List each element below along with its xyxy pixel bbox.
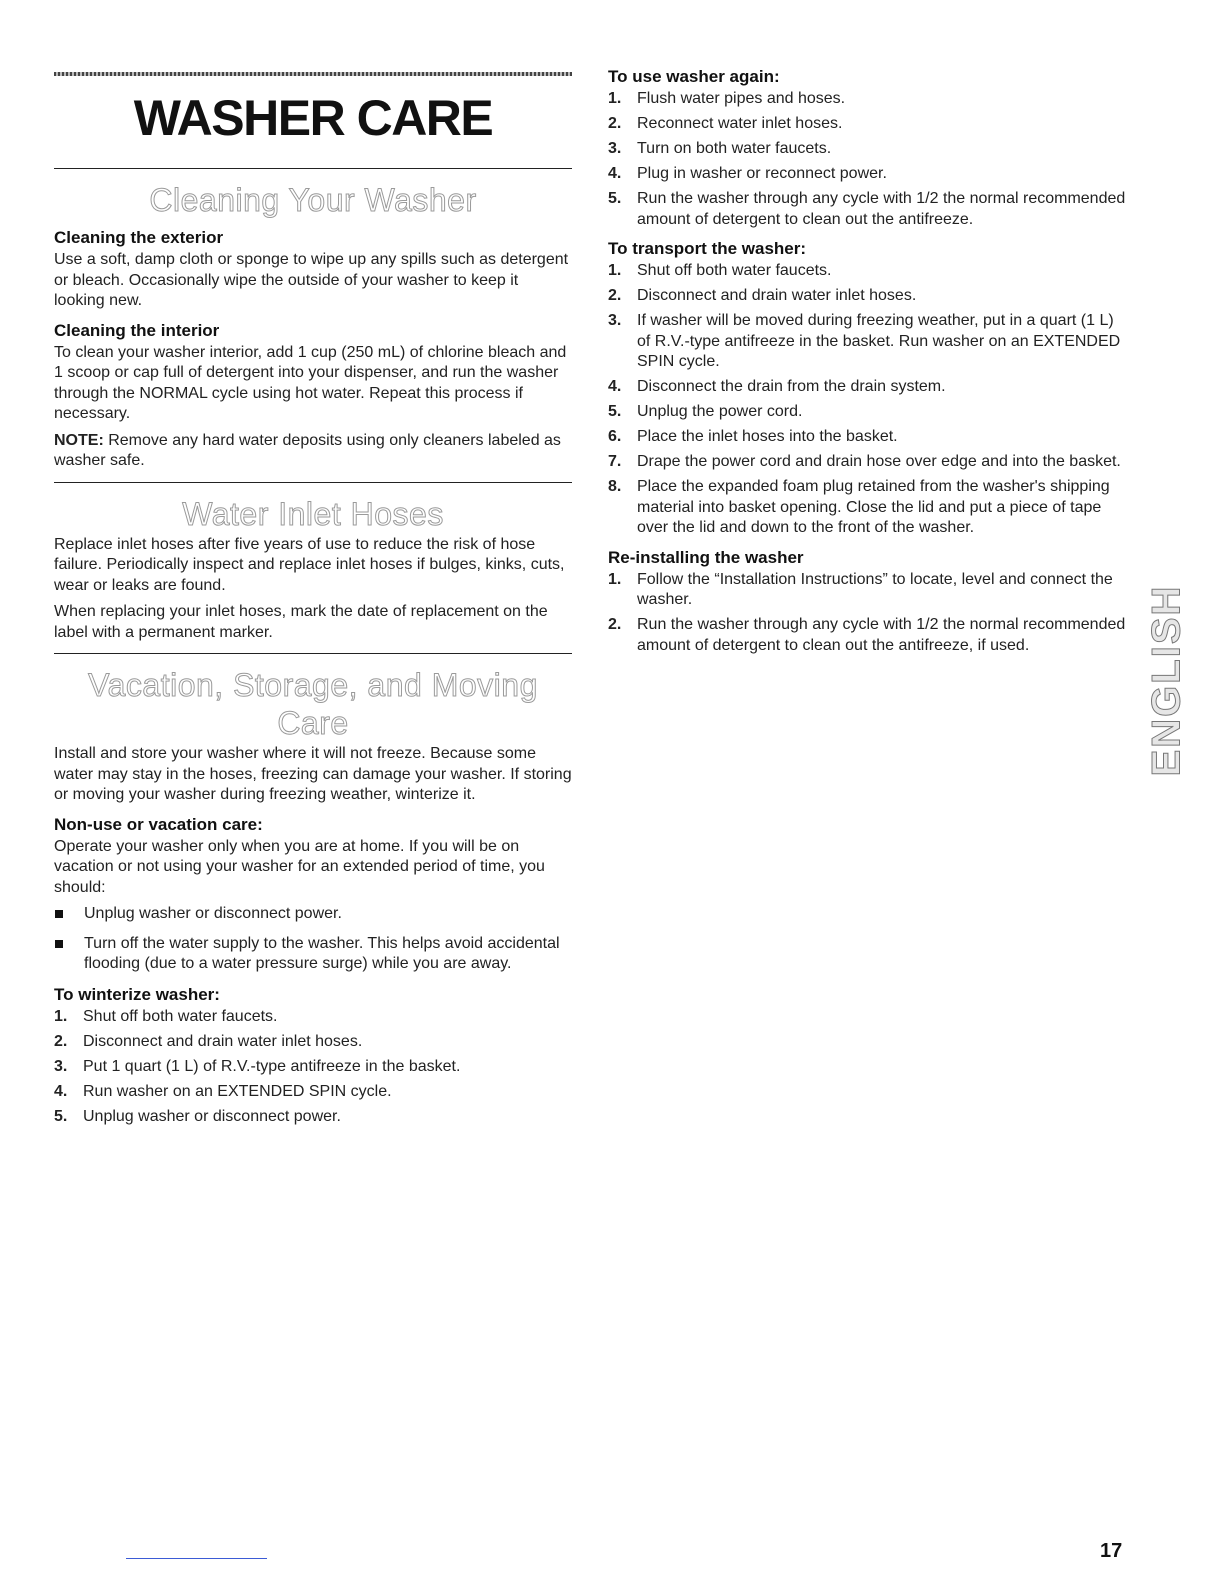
list-item bbox=[608, 477, 1128, 539]
heading-nonuse: Non-use or vacation care: bbox=[54, 814, 263, 834]
step-number: 1. bbox=[608, 90, 622, 107]
list-item bbox=[54, 904, 572, 925]
list-item-text: Turn off the water supply to the washer. This helps avoid accidental flooding (due to a water pressure surge) while you are away. bbox=[84, 934, 560, 972]
step-text: Follow the “Installation Instructions” to locate, level and connect the washer. bbox=[637, 570, 1113, 608]
page-title: WASHER CARE bbox=[133, 90, 493, 146]
step-text: Disconnect the drain from the drain system. bbox=[637, 378, 946, 395]
step-text: Run the washer through any cycle with 1/2 the normal recommended amount of detergent to clean out the antifreeze. bbox=[637, 190, 1126, 228]
top-dotted-rule bbox=[54, 72, 572, 76]
step-text: Put 1 quart (1 L) of R.V.-type antifreeze in the basket. bbox=[83, 1057, 461, 1075]
text-vacation-intro: Install and store your washer where it will not freeze. Because some water may stay in the hoses, freezing can damage your washer. If storing or moving your washer during freezing weather, winterize it. bbox=[54, 745, 572, 803]
step-number: 5. bbox=[54, 1107, 68, 1125]
heading-cleaning-exterior: Cleaning the exterior bbox=[54, 228, 224, 247]
step-text: Shut off both water faucets. bbox=[637, 262, 832, 279]
step-number: 2. bbox=[608, 616, 622, 633]
text-cleaning-exterior: Use a soft, damp cloth or sponge to wipe up any spills such as detergent or bleach. Occasionally wipe the outside of your washer to keep it looking new. bbox=[54, 251, 569, 309]
step-text: Disconnect and drain water inlet hoses. bbox=[83, 1032, 363, 1050]
text-nonuse: Operate your washer only when you are at home. If you will be on vacation or not using your washer for an extended period of time, you should: bbox=[54, 837, 545, 896]
list-item bbox=[608, 311, 1128, 373]
title-divider bbox=[54, 168, 572, 169]
step-text: Reconnect water inlet hoses. bbox=[637, 115, 843, 132]
text-cleaning-interior: To clean your washer interior, add 1 cup (250 mL) of chlorine bleach and 1 scoop or cap full of detergent into your dispenser, and run the washer through the NORMAL cycle using hot water. Repeat this process if necessary. bbox=[54, 343, 567, 422]
step-number: 3. bbox=[54, 1057, 68, 1075]
list-item bbox=[608, 89, 1128, 110]
step-number: 4. bbox=[54, 1082, 68, 1100]
nonuse-bullet-list bbox=[54, 904, 572, 975]
section-divider-vacation bbox=[54, 653, 572, 654]
list-item bbox=[608, 452, 1128, 473]
heading-transport: To transport the washer: bbox=[608, 239, 807, 258]
heading-winterize: To winterize washer: bbox=[54, 984, 220, 1004]
step-text: If washer will be moved during freezing weather, put in a quart (1 L) of R.V.-type antifreeze in the basket. Run washer on an EXTENDED SPIN cycle. bbox=[637, 312, 1121, 370]
step-text: Shut off both water faucets. bbox=[83, 1007, 278, 1025]
list-item bbox=[54, 1032, 572, 1053]
step-text: Place the expanded foam plug retained from the washer's shipping material into basket opening. Close the lid and put a piece of tape over the lid and down to the front of the washer. bbox=[637, 478, 1110, 536]
section-divider-hoses bbox=[54, 482, 572, 483]
step-text: Turn on both water faucets. bbox=[637, 140, 832, 157]
side-tab-label: ENGLISH bbox=[1144, 584, 1189, 776]
step-number: 1. bbox=[608, 570, 622, 588]
list-item bbox=[608, 261, 1128, 282]
list-item bbox=[608, 427, 1128, 448]
text-hoses-2: When replacing your inlet hoses, mark the date of replacement on the label with a permanent marker. bbox=[54, 603, 548, 641]
step-number: 1. bbox=[54, 1007, 68, 1025]
step-number: 2. bbox=[608, 115, 622, 132]
list-item bbox=[54, 1057, 572, 1078]
section-title-cleaning: Cleaning Your Washer bbox=[149, 182, 477, 218]
heading-cleaning-interior: Cleaning the interior bbox=[54, 320, 220, 340]
step-number: 1. bbox=[608, 262, 622, 279]
step-text: Run the washer through any cycle with 1/2 the normal recommended amount of detergent to clean out the antifreeze, if used. bbox=[637, 616, 1126, 654]
right-column bbox=[608, 66, 1128, 661]
list-item bbox=[54, 1107, 572, 1128]
list-item bbox=[54, 1007, 572, 1028]
list-item bbox=[608, 114, 1128, 135]
step-number: 6. bbox=[608, 428, 622, 445]
step-text: Place the inlet hoses into the basket. bbox=[637, 428, 898, 445]
step-text: Plug in washer or reconnect power. bbox=[637, 165, 887, 182]
section-title-hoses: Water Inlet Hoses bbox=[182, 495, 444, 532]
step-text: Drape the power cord and drain hose over edge and into the basket. bbox=[637, 453, 1121, 470]
step-number: 3. bbox=[608, 140, 622, 157]
step-number: 8. bbox=[608, 478, 622, 495]
step-number: 4. bbox=[608, 165, 622, 182]
text-hoses-1: Replace inlet hoses after five years of use to reduce the risk of hose failure. Periodically inspect and replace inlet hoses if bulges, kinks, cuts, wear or leaks are found. bbox=[54, 535, 565, 594]
heading-use-again: To use washer again: bbox=[608, 67, 780, 86]
step-text: Flush water pipes and hoses. bbox=[637, 90, 846, 107]
transport-steps bbox=[608, 261, 1128, 539]
list-item bbox=[608, 139, 1128, 160]
left-column bbox=[54, 72, 572, 1132]
step-number: 2. bbox=[608, 287, 622, 304]
step-number: 7. bbox=[608, 453, 622, 470]
heading-reinstall: Re-installing the washer bbox=[608, 547, 804, 567]
list-item-text: Unplug washer or disconnect power. bbox=[84, 905, 342, 922]
step-number: 3. bbox=[608, 312, 622, 329]
use-again-steps bbox=[608, 89, 1128, 230]
winterize-steps bbox=[54, 1007, 572, 1128]
list-item bbox=[608, 377, 1128, 398]
step-text: Unplug the power cord. bbox=[637, 403, 803, 420]
bottom-underline bbox=[126, 1558, 267, 1559]
step-text: Run washer on an EXTENDED SPIN cycle. bbox=[83, 1082, 392, 1100]
square-bullet-icon bbox=[55, 910, 63, 918]
section-title-vacation: Vacation, Storage, and Moving Care bbox=[88, 667, 538, 741]
language-side-tab bbox=[1144, 570, 1189, 790]
note-paragraph bbox=[54, 431, 572, 472]
list-item bbox=[608, 164, 1128, 185]
list-item bbox=[608, 402, 1128, 423]
note-text: Remove any hard water deposits using only cleaners labeled as washer safe. bbox=[54, 431, 561, 469]
step-number: 5. bbox=[608, 190, 622, 207]
list-item bbox=[54, 1082, 572, 1103]
list-item bbox=[608, 286, 1128, 307]
step-number: 5. bbox=[608, 403, 622, 420]
square-bullet-icon bbox=[55, 940, 63, 948]
page-number: 17 bbox=[1100, 1540, 1123, 1562]
list-item bbox=[608, 570, 1128, 611]
reinstall-steps bbox=[608, 570, 1128, 657]
note-label: NOTE: bbox=[54, 431, 104, 449]
step-number: 4. bbox=[608, 378, 622, 395]
list-item bbox=[54, 934, 572, 975]
step-text: Unplug washer or disconnect power. bbox=[83, 1107, 341, 1125]
list-item bbox=[608, 615, 1128, 656]
list-item bbox=[608, 189, 1128, 230]
step-text: Disconnect and drain water inlet hoses. bbox=[637, 287, 917, 304]
step-number: 2. bbox=[54, 1032, 68, 1050]
